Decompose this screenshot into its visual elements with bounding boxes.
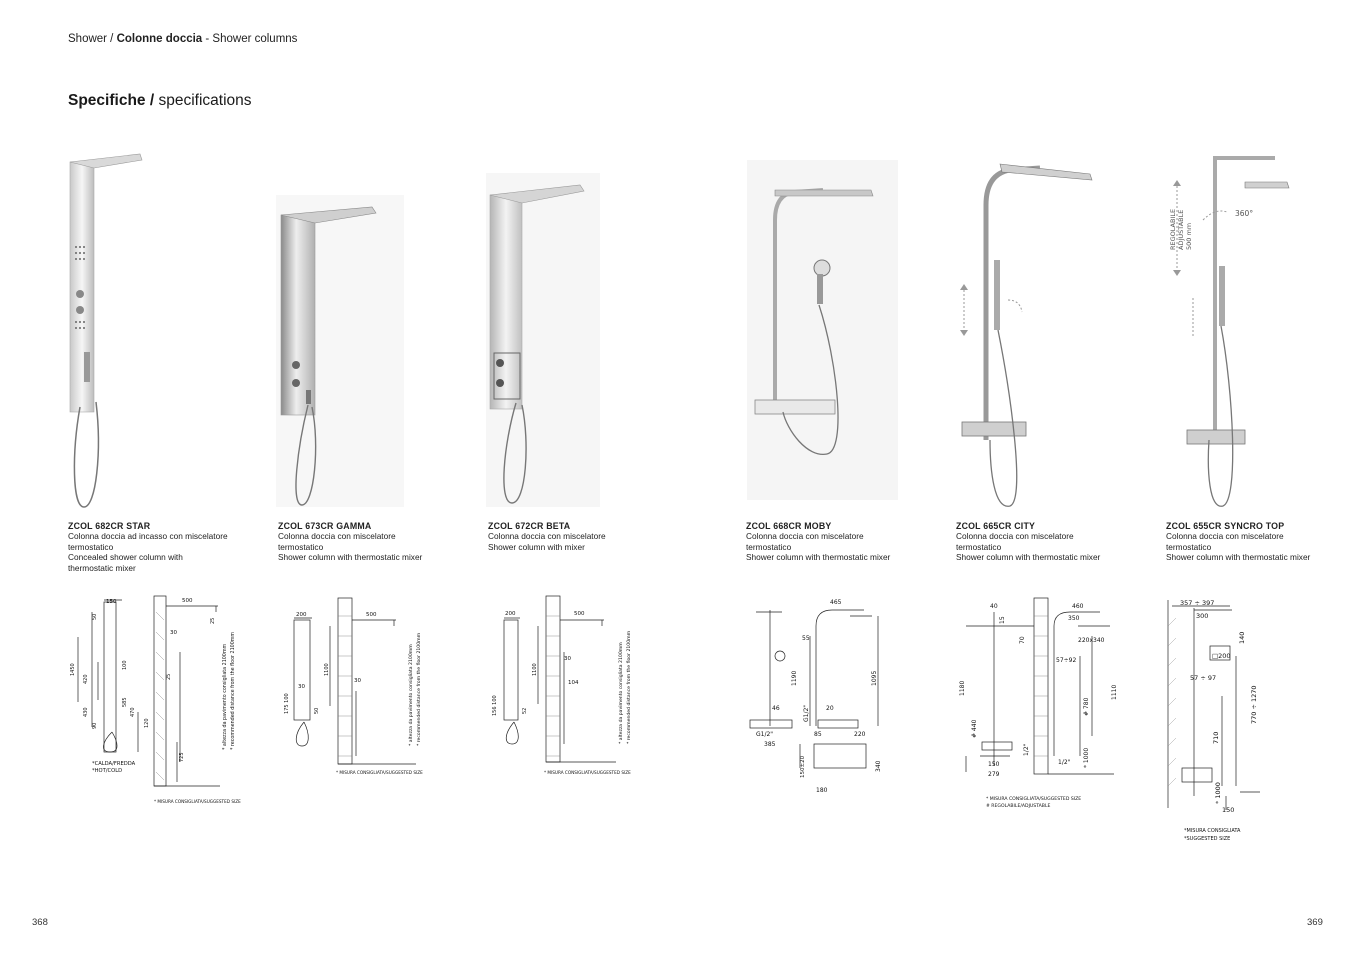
dim-label: G1/2" xyxy=(803,704,810,722)
product-desc-en: Shower column with thermostatic mixer xyxy=(746,552,891,563)
product-caption-syncro xyxy=(1166,521,1344,563)
product-desc-it-2: termostatico xyxy=(956,541,1002,552)
page-title xyxy=(68,92,252,110)
vertical-note-en: * recommended distance from the floor 2100mm xyxy=(417,632,422,746)
breadcrumb xyxy=(68,33,297,45)
hot-cold-note-en: *HOT/COLD xyxy=(92,768,123,774)
dim-label: 200 xyxy=(296,612,307,618)
dim-label: 25 xyxy=(166,673,172,680)
technical-drawing-beta xyxy=(488,594,648,778)
product-photo-star xyxy=(62,152,152,512)
technical-drawing-gamma xyxy=(278,596,438,778)
product-desc-en-2: thermostatic mixer xyxy=(68,562,136,573)
suggested-size-note-en: *SUGGESTED SIZE xyxy=(1184,836,1231,842)
vertical-note-en: * recommended distance from the floor 2100mm xyxy=(627,630,632,744)
dim-label: 150 xyxy=(1222,806,1235,814)
adjustable-note: # REGOLABILE/ADJUSTABLE xyxy=(986,804,1051,809)
product-desc-en: Shower column with mixer xyxy=(488,541,585,552)
dim-label: 420 xyxy=(83,674,89,684)
dim-label: 340 xyxy=(875,760,882,772)
dim-label: 175 100 xyxy=(284,693,290,714)
dim-label: 465 xyxy=(830,599,842,606)
dim-label: 150 xyxy=(988,761,1000,768)
product-desc-it-2: termostatico xyxy=(68,541,114,552)
dim-label: 40 xyxy=(990,603,998,610)
dim-label: 120 xyxy=(144,718,150,728)
technical-drawing-syncro xyxy=(1164,596,1294,846)
dim-label: 710 xyxy=(1212,731,1220,744)
dim-label: 1095 xyxy=(871,670,878,686)
adjustable-label-mm: 500 mm xyxy=(1185,222,1193,250)
suggested-size-note: * MISURA CONSIGLIATA/SUGGESTED SIZE xyxy=(336,770,423,775)
dim-label: * 1000 xyxy=(1214,782,1222,804)
breadcrumb-shower-columns: - Shower columns xyxy=(202,33,298,45)
suggested-size-note-it: *MISURA CONSIGLIATA xyxy=(1184,828,1241,834)
product-code: ZCOL 673CR GAMMA xyxy=(278,521,372,531)
dim-label: 57 ÷ 97 xyxy=(1190,674,1217,682)
hot-cold-note-it: *CALDA/FREDDA xyxy=(92,761,136,767)
dim-label: 150 xyxy=(106,599,117,605)
page-title-en: specifications xyxy=(158,92,252,109)
product-desc-it: Colonna doccia ad incasso con miscelatore xyxy=(68,531,228,542)
dim-label: 30 xyxy=(298,684,305,690)
product-photo-beta xyxy=(486,173,600,507)
product-code: ZCOL 655CR SYNCRO TOP xyxy=(1166,521,1285,531)
adjustable-label-en: ADJUSTABLE xyxy=(1177,209,1185,250)
product-caption-star xyxy=(68,521,246,573)
product-desc-en: Concealed shower column with xyxy=(68,552,183,563)
dim-label: 70 xyxy=(1019,636,1026,644)
breadcrumb-colonne-doccia: Colonne doccia xyxy=(116,33,203,45)
product-code: ZCOL 668CR MOBY xyxy=(746,521,832,531)
breadcrumb-shower: Shower / xyxy=(68,33,117,45)
dim-label: 279 xyxy=(988,771,1000,778)
dim-label: 1100 xyxy=(324,663,330,676)
adjustable-label-it: REGOLABILE xyxy=(1169,208,1177,250)
dim-label: 1/2" xyxy=(1058,759,1071,766)
dim-label: 725 xyxy=(179,752,185,762)
dim-label: 357 ÷ 397 xyxy=(1180,599,1215,607)
product-desc-it: Colonna doccia con miscelatore xyxy=(956,531,1074,542)
dim-label: 1190 xyxy=(791,670,798,686)
vertical-note-it: * altezza da pavimento consigliata 2100mm xyxy=(409,644,414,746)
dim-label: # 440 xyxy=(971,719,978,738)
product-desc-it: Colonna doccia con miscelatore xyxy=(746,531,864,542)
vertical-note-it: * altezza da pavimento consigliata 2100mm xyxy=(223,643,228,750)
suggested-size-note: * MISURA CONSIGLIATA/SUGGESTED SIZE xyxy=(986,797,1082,802)
dim-label: 220 xyxy=(854,731,866,738)
dim-label: 30 xyxy=(354,678,361,684)
dim-label: * 1000 xyxy=(1083,747,1090,768)
technical-drawing-star xyxy=(62,592,252,812)
dim-label: 585 xyxy=(122,697,128,707)
product-desc-it-2: termostatico xyxy=(278,541,324,552)
dim-label: 30 xyxy=(564,656,571,662)
dim-label: 200 xyxy=(505,611,516,617)
technical-drawing-city xyxy=(954,596,1124,814)
dim-label: 20 xyxy=(826,705,834,712)
dim-label: 770 ÷ 1270 xyxy=(1250,685,1258,724)
product-desc-it: Colonna doccia con miscelatore xyxy=(278,531,396,542)
dim-label: 470 xyxy=(130,707,136,717)
dim-label: 50 xyxy=(314,707,320,714)
dim-label: 1100 xyxy=(532,663,538,676)
rotation-label: 360° xyxy=(1235,209,1254,218)
product-caption-city xyxy=(956,521,1134,563)
product-desc-it-2: termostatico xyxy=(746,541,792,552)
product-desc-en: Shower column with thermostatic mixer xyxy=(1166,552,1311,563)
product-code: ZCOL 682CR STAR xyxy=(68,521,151,531)
page-title-it: Specifiche / xyxy=(68,92,159,109)
page-number-right: 369 xyxy=(1307,917,1323,928)
vertical-note-it: * altezza da pavimento consigliata 2100mm xyxy=(619,642,624,744)
dim-label: 100 xyxy=(122,660,128,670)
dim-label: 55 xyxy=(802,635,810,642)
product-caption-moby xyxy=(746,521,924,563)
product-caption-beta xyxy=(488,521,666,552)
dim-label: □200 xyxy=(1212,652,1231,660)
technical-drawing-moby xyxy=(746,596,896,796)
dim-label: 150±20 xyxy=(800,755,806,778)
dim-label: 180 xyxy=(816,787,828,794)
product-caption-gamma xyxy=(278,521,456,563)
dim-label: 460 xyxy=(1072,603,1084,610)
suggested-size-note: * MISURA CONSIGLIATA/SUGGESTED SIZE xyxy=(154,799,241,804)
dim-label: 15 xyxy=(999,616,1006,624)
product-desc-en: Shower column with thermostatic mixer xyxy=(956,552,1101,563)
dim-label: G1/2" xyxy=(756,731,774,738)
dim-label: 220x340 xyxy=(1078,637,1105,644)
dim-label: 104 xyxy=(568,680,579,686)
product-photo-moby xyxy=(747,160,898,500)
dim-label: 1110 xyxy=(1111,684,1118,700)
product-photo-gamma xyxy=(276,195,404,507)
dim-label: 500 xyxy=(182,598,193,604)
dim-label: 430 xyxy=(83,707,89,717)
dim-label: 46 xyxy=(772,705,780,712)
product-desc-it: Colonna doccia con miscelatore xyxy=(1166,531,1284,542)
suggested-size-note: * MISURA CONSIGLIATA/SUGGESTED SIZE xyxy=(544,770,631,775)
dim-label: 52 xyxy=(522,707,528,714)
dim-label: 1450 xyxy=(70,663,76,676)
dim-label: 1180 xyxy=(959,680,966,696)
dim-label: # 780 xyxy=(1083,697,1090,716)
product-desc-en: Shower column with thermostatic mixer xyxy=(278,552,423,563)
dim-label: 25 xyxy=(210,617,216,624)
dim-label: 385 xyxy=(764,741,776,748)
dim-label: 350 xyxy=(1068,615,1080,622)
dim-label: 300 xyxy=(1196,612,1209,620)
dim-label: 140 xyxy=(1238,631,1246,644)
dim-label: 1/2" xyxy=(1023,743,1030,756)
dim-label: 50 xyxy=(92,613,98,620)
product-code: ZCOL 665CR CITY xyxy=(956,521,1036,531)
dim-label: 156 100 xyxy=(492,695,498,716)
vertical-note-en: * recommended distance from the floor 2100mm xyxy=(231,631,236,750)
dim-label: 500 xyxy=(366,612,377,618)
page-number-left: 368 xyxy=(32,917,48,928)
dim-label: 85 xyxy=(814,731,822,738)
product-desc-it-2: termostatico xyxy=(1166,541,1212,552)
product-desc-it: Colonna doccia con miscelatore xyxy=(488,531,606,542)
dim-label: 500 xyxy=(574,611,585,617)
product-photo-city xyxy=(950,150,1100,512)
dim-label: 90 xyxy=(92,722,98,729)
product-photo-syncro xyxy=(1165,150,1295,512)
dim-label: 57÷92 xyxy=(1056,657,1077,664)
dim-label: 30 xyxy=(170,630,177,636)
product-code: ZCOL 672CR BETA xyxy=(488,521,571,531)
